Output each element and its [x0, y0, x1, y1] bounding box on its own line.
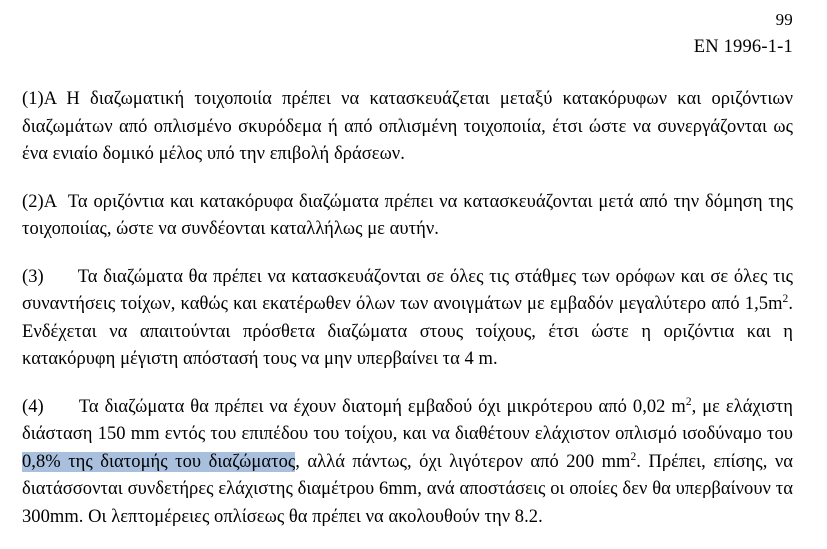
text-run: Τα διαζώματα θα πρέπει να κατασκευάζονται σε όλες τις στάθμες των ορόφων και σε όλες τις συναντήσεις τοίχων, καθώς και εκατέρωθεν όλων των ανοιγμάτων με εμβαδόν μεγαλύτερο από 1,5m [22, 266, 793, 314]
superscript-text: 2 [782, 292, 789, 305]
paragraph-indent [56, 89, 66, 109]
text-run: . Πρέπει, επίσης, να διατάσσονται συνδετήρες ελάχιστης διαμέτρου 6mm, ανά αποστάσεις οι οποίες δεν θα υπερβαίνουν τα 300mm. Οι λεπτομέρειες οπλίσεως θα πρέπει να ακολουθούν την 8.2. [22, 451, 793, 527]
paragraph-marker: (4) [22, 396, 44, 417]
text-run: , με ελάχιστη διάσταση 150 mm εντός του επιπέδου του τοίχου, και να διαθέτουν ελάχιστον οπλισμό ισοδύναμο του [22, 396, 794, 444]
text-run: Τα οριζόντια και κατακόρυφα διαζώματα πρέπει να κατασκευάζονται μετά από την δόμηση της τοιχοποιίας, ώστε να συνδέονται καταλλήλως με αυτήν. [22, 191, 793, 239]
text-run: Η διαζωματική τοιχοποιία πρέπει να κατασκευάζεται μεταξύ κατακόρυφων και οριζόντιων διαζωμάτων από οπλισμένο σκυρόδεμα ή από οπλισμένη τοιχοποιία, έτσι ώστε να συνεργάζονται ως ένα ενιαίο δομικό μέλος υπό την επιβολή δράσεων. [22, 89, 793, 164]
paragraph [22, 189, 793, 244]
document-body [18, 86, 799, 531]
text-run: . Ενδέχεται να απαιτούνται πρόσθετα διαζώματα στους τοίχους, έτσι ώστε η οριζόντια και η κατακόρυφη μέγιστη απόστασή τους να μην υπερβαίνει τα 4 m. [22, 294, 793, 369]
paragraph [22, 394, 793, 532]
standard-reference: EN 1996-1-1 [693, 37, 793, 57]
paragraph [22, 264, 793, 374]
page-number: 99 [775, 10, 793, 29]
text-run: , αλλά πάντως, όχι λιγότερον από 200 mm [295, 451, 631, 472]
paragraph-marker: (3) [22, 266, 44, 287]
page-header [18, 8, 799, 60]
superscript-text: 2 [630, 450, 637, 463]
text-run: Τα διαζώματα θα πρέπει να έχουν διατομή εμβαδού όχι μικρότερου από 0,02 m [78, 396, 686, 417]
superscript-text: 2 [685, 395, 692, 408]
paragraph-indent [56, 192, 68, 212]
paragraph-marker: (1)A [22, 89, 57, 109]
paragraph-indent [44, 267, 78, 287]
paragraph-marker: (2)A [22, 191, 57, 212]
highlighted-text: 0,8% της διατομής του διαζώματος [22, 451, 296, 472]
paragraph [22, 86, 793, 169]
paragraph-indent [44, 397, 79, 417]
